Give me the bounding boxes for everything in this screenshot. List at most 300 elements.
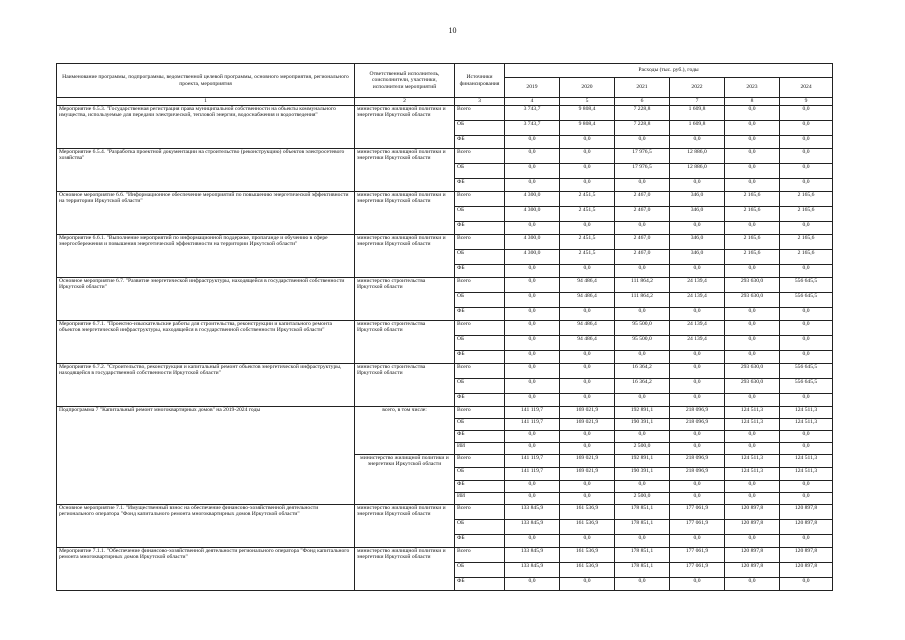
expense-value: 3 743,7	[505, 106, 560, 121]
expense-value: 0,0	[505, 164, 560, 179]
funding-source: ФБ	[455, 136, 505, 149]
column-number: 4	[505, 98, 560, 106]
expense-value: 0,0	[670, 222, 725, 235]
funding-source: ИИ	[455, 493, 505, 505]
funding-source: Всего	[455, 278, 505, 293]
expense-value: 120 897,8	[780, 520, 833, 535]
expense-value: 293 630,0	[725, 278, 780, 293]
expense-value: 16 364,2	[615, 364, 670, 379]
expense-value: 0,0	[725, 136, 780, 149]
column-number: 7	[670, 98, 725, 106]
expense-value: 124 511,3	[725, 419, 780, 431]
measure-name: Основное мероприятие 7.1. "Имущественный взнос на обеспечение финансово-хозяйственной деятельности регионального оператора "Фонд капитального ремонта многоквартирных домов Иркутской области"	[57, 505, 355, 548]
expense-value: 0,0	[505, 351, 560, 364]
table-header	[57, 64, 833, 106]
funding-source: ФБ	[455, 222, 505, 235]
expense-value: 218 096,9	[670, 419, 725, 431]
expense-value: 120 897,8	[725, 520, 780, 535]
expense-value: 2 500,0	[615, 493, 670, 505]
executor: министерство жилищной политики и энергетики Иркутской области	[355, 192, 455, 235]
expense-value: 161 536,9	[560, 563, 615, 578]
expense-value: 141 119,7	[505, 468, 560, 481]
expense-value: 120 897,8	[780, 563, 833, 578]
expense-value: 9 808,4	[560, 106, 615, 121]
subprogram-total-label: всего, в том числе:	[355, 407, 455, 455]
expense-value: 346,0	[670, 235, 725, 250]
expense-value: 120 897,8	[725, 563, 780, 578]
expense-value: 94 486,4	[560, 336, 615, 351]
expense-value: 124 511,3	[725, 468, 780, 481]
expense-value: 346,0	[670, 250, 725, 265]
expense-value: 178 851,1	[615, 520, 670, 535]
expense-value: 0,0	[505, 149, 560, 164]
expense-value: 94 486,4	[560, 321, 615, 336]
funding-source: Всего	[455, 364, 505, 379]
expense-value: 177 061,9	[670, 548, 725, 563]
expense-value: 124 511,3	[725, 407, 780, 419]
expense-value: 141 119,7	[505, 419, 560, 431]
funding-source: Всего	[455, 235, 505, 250]
expense-value: 218 096,9	[670, 407, 725, 419]
expense-value: 0,0	[725, 222, 780, 235]
expense-value: 192 891,1	[615, 455, 670, 468]
expense-value: 0,0	[670, 535, 725, 548]
column-number: 2	[355, 98, 455, 106]
expense-value: 12 886,0	[670, 149, 725, 164]
column-number: 3	[455, 98, 505, 106]
expense-value: 0,0	[780, 443, 833, 455]
expense-value: 0,0	[725, 308, 780, 321]
expense-value: 0,0	[725, 179, 780, 192]
expense-value: 0,0	[725, 431, 780, 443]
expense-value: 111 864,2	[615, 278, 670, 293]
expense-value: 95 500,0	[615, 336, 670, 351]
expense-value: 556 645,5	[780, 379, 833, 394]
expense-value: 0,0	[560, 535, 615, 548]
expense-value: 124 511,3	[725, 455, 780, 468]
expense-value: 9 808,4	[560, 121, 615, 136]
expense-value: 0,0	[560, 578, 615, 591]
expense-value: 0,0	[560, 493, 615, 505]
expense-value: 0,0	[560, 394, 615, 407]
header-year: 2021	[615, 78, 670, 98]
expense-value: 0,0	[615, 308, 670, 321]
funding-source: ОБ	[455, 336, 505, 351]
expense-value: 0,0	[780, 149, 833, 164]
expense-value: 4 300,0	[505, 207, 560, 222]
header-name-column: Наименование программы, подпрограммы, ведомственной целевой программы, основного мероприятия, регионального проекта, мероприятия	[57, 64, 355, 98]
expense-value: 0,0	[780, 394, 833, 407]
expense-value: 0,0	[615, 578, 670, 591]
table-row	[57, 364, 833, 379]
expense-value: 218 096,9	[670, 468, 725, 481]
measure-name: Основное мероприятие 6.7. "Развитие энергетической инфраструктуры, находящейся в государственной собственности Иркутской области"	[57, 278, 355, 321]
expense-value: 0,0	[505, 394, 560, 407]
column-number: 9	[780, 98, 833, 106]
expense-value: 17 976,5	[615, 164, 670, 179]
expense-value: 0,0	[780, 578, 833, 591]
expense-value: 0,0	[615, 351, 670, 364]
table-row	[57, 192, 833, 207]
funding-source: ОБ	[455, 207, 505, 222]
expense-value: 178 851,1	[615, 505, 670, 520]
header-year: 2024	[780, 78, 833, 98]
funding-source: Всего	[455, 455, 505, 468]
funding-source: ОБ	[455, 121, 505, 136]
header-year: 2022	[670, 78, 725, 98]
expense-value: 293 630,0	[725, 379, 780, 394]
expense-value: 120 897,8	[725, 548, 780, 563]
expense-value: 218 096,9	[670, 455, 725, 468]
table-row	[57, 149, 833, 164]
budget-table	[56, 63, 833, 591]
expense-value: 0,0	[505, 136, 560, 149]
expense-value: 0,0	[780, 164, 833, 179]
column-number: 1	[57, 98, 355, 106]
expense-value: 0,0	[615, 136, 670, 149]
funding-source: Всего	[455, 192, 505, 207]
expense-value: 0,0	[505, 443, 560, 455]
expense-value: 556 645,5	[780, 278, 833, 293]
expense-value: 0,0	[505, 578, 560, 591]
funding-source: Всего	[455, 106, 505, 121]
expense-value: 0,0	[780, 136, 833, 149]
expense-value: 2 500,0	[615, 443, 670, 455]
expense-value: 169 021,9	[560, 407, 615, 419]
expense-value: 1 609,8	[670, 106, 725, 121]
funding-source: ФБ	[455, 308, 505, 321]
expense-value: 124 511,3	[780, 468, 833, 481]
expense-value: 2 467,0	[615, 207, 670, 222]
expense-value: 0,0	[670, 578, 725, 591]
header-expenses: Расходы (тыс. руб.), годы	[505, 64, 833, 78]
funding-source: ОБ	[455, 563, 505, 578]
expense-value: 293 630,0	[725, 364, 780, 379]
funding-source: ФБ	[455, 431, 505, 443]
expense-value: 0,0	[780, 222, 833, 235]
expense-value: 0,0	[780, 106, 833, 121]
table-row	[57, 505, 833, 520]
table-body-measures-2	[57, 505, 833, 591]
table-row	[57, 235, 833, 250]
expense-value: 2 165,6	[725, 192, 780, 207]
expense-value: 0,0	[560, 431, 615, 443]
expense-value: 0,0	[670, 136, 725, 149]
measure-name: Мероприятие 6.5.4. "Разработка проектной документации на строительство (реконструкцию) объектов электросетевого хозяйства"	[57, 149, 355, 192]
expense-value: 0,0	[505, 336, 560, 351]
expense-value: 0,0	[505, 481, 560, 493]
funding-source: ФБ	[455, 179, 505, 192]
funding-source: ФБ	[455, 578, 505, 591]
funding-source: Всего	[455, 548, 505, 563]
table-row	[57, 106, 833, 121]
expense-value: 0,0	[560, 179, 615, 192]
funding-source: ФБ	[455, 265, 505, 278]
expense-value: 16 364,2	[615, 379, 670, 394]
expense-value: 0,0	[560, 364, 615, 379]
measure-name: Мероприятие 6.7.2. "Строительство, реконструкция и капитальный ремонт объектов энергетической инфраструктуры, находящейся в государственной собственности Иркутской области"	[57, 364, 355, 407]
funding-source: ФБ	[455, 351, 505, 364]
expense-value: 111 864,2	[615, 293, 670, 308]
executor: министерство жилищной политики и энергетики Иркутской области	[355, 106, 455, 149]
expense-value: 2 467,0	[615, 250, 670, 265]
expense-value: 2 165,6	[725, 207, 780, 222]
subprogram-name: Подпрограмма 7 "Капитальный ремонт многоквартирных домов" на 2019-2024 годы	[57, 407, 355, 505]
expense-value: 124 511,3	[780, 455, 833, 468]
expense-value: 161 536,9	[560, 548, 615, 563]
expense-value: 124 511,3	[780, 407, 833, 419]
measure-name: Мероприятие 6.6.1. "Выполнение мероприятий по информационной поддержке, пропаганде и обучению в сфере энергосбережения и повышения энергетической эффективности на территории Иркутской области"	[57, 235, 355, 278]
measure-name: Мероприятие 7.1.1. "Обеспечение финансово-хозяйственной деятельности регионального оператора "Фонд капитального ремонта многоквартирных домов Иркутской области"	[57, 548, 355, 591]
expense-value: 0,0	[670, 379, 725, 394]
expense-value: 3 743,7	[505, 121, 560, 136]
expense-value: 0,0	[560, 351, 615, 364]
expense-value: 2 165,6	[780, 235, 833, 250]
funding-source: ОБ	[455, 293, 505, 308]
expense-value: 2 165,6	[725, 250, 780, 265]
funding-source: ФБ	[455, 394, 505, 407]
expense-value: 24 139,4	[670, 321, 725, 336]
expense-value: 177 061,9	[670, 563, 725, 578]
expense-value: 0,0	[505, 493, 560, 505]
expense-value: 2 165,6	[780, 207, 833, 222]
expense-value: 120 897,8	[780, 548, 833, 563]
header-executor-column: Ответственный исполнитель, соисполнители, участники, исполнители мероприятий	[355, 64, 455, 98]
expense-value: 17 976,5	[615, 149, 670, 164]
expense-value: 120 897,8	[725, 505, 780, 520]
expense-value: 2 451,5	[560, 250, 615, 265]
expense-value: 0,0	[725, 493, 780, 505]
expense-value: 556 645,5	[780, 364, 833, 379]
measure-name: Основное мероприятие 6.6. "Информационное обеспечение мероприятий по повышению энергетической эффективности на территории Иркутской области"	[57, 192, 355, 235]
expense-value: 133 845,9	[505, 548, 560, 563]
expense-value: 0,0	[725, 535, 780, 548]
funding-source: ФБ	[455, 481, 505, 493]
expense-value: 177 061,9	[670, 505, 725, 520]
expense-value: 169 021,9	[560, 455, 615, 468]
expense-value: 12 886,0	[670, 164, 725, 179]
expense-value: 346,0	[670, 207, 725, 222]
expense-value: 0,0	[560, 443, 615, 455]
expense-value: 0,0	[670, 265, 725, 278]
expense-value: 0,0	[560, 149, 615, 164]
table-row	[57, 321, 833, 336]
expense-value: 0,0	[780, 321, 833, 336]
expense-value: 169 021,9	[560, 419, 615, 431]
expense-value: 0,0	[615, 431, 670, 443]
expense-value: 2 467,0	[615, 235, 670, 250]
expense-value: 161 536,9	[560, 520, 615, 535]
subprogram-ministry-label: министерство жилищной политики и энергетики Иркутской области	[355, 455, 455, 505]
expense-value: 0,0	[560, 379, 615, 394]
header-source-column: Источники финансирования	[455, 64, 505, 98]
column-number: 6	[615, 98, 670, 106]
expense-value: 2 165,6	[780, 192, 833, 207]
expense-value: 0,0	[560, 164, 615, 179]
expense-value: 0,0	[780, 351, 833, 364]
expense-value: 0,0	[670, 394, 725, 407]
funding-source: Всего	[455, 321, 505, 336]
funding-source: ИИ	[455, 443, 505, 455]
expense-value: 2 451,5	[560, 192, 615, 207]
executor: министерство строительства Иркутской области	[355, 364, 455, 407]
expense-value: 0,0	[780, 308, 833, 321]
expense-value: 161 536,9	[560, 505, 615, 520]
expense-value: 0,0	[615, 394, 670, 407]
expense-value: 0,0	[670, 443, 725, 455]
funding-source: ОБ	[455, 419, 505, 431]
funding-source: Всего	[455, 505, 505, 520]
expense-value: 141 119,7	[505, 455, 560, 468]
expense-value: 0,0	[725, 351, 780, 364]
expense-value: 7 228,8	[615, 106, 670, 121]
expense-value: 0,0	[560, 481, 615, 493]
expense-value: 0,0	[780, 431, 833, 443]
expense-value: 0,0	[780, 179, 833, 192]
expense-value: 133 845,9	[505, 505, 560, 520]
table-body-subprogram	[57, 407, 833, 505]
expense-value: 0,0	[505, 379, 560, 394]
header-year: 2019	[505, 78, 560, 98]
expense-value: 0,0	[725, 394, 780, 407]
expense-value: 346,0	[670, 192, 725, 207]
expense-value: 0,0	[505, 222, 560, 235]
measure-name: Мероприятие 6.7.1. "Проектно-изыскательские работы для строительства, реконструкции и капитального ремонта объектов энергетической инфраструктуры, находящейся в государственной собственности Иркутской области"	[57, 321, 355, 364]
expense-value: 0,0	[615, 535, 670, 548]
expense-value: 0,0	[505, 179, 560, 192]
expense-value: 0,0	[780, 265, 833, 278]
expense-value: 0,0	[725, 336, 780, 351]
page-number: 10	[448, 26, 457, 35]
expense-value: 0,0	[615, 222, 670, 235]
expense-value: 0,0	[505, 265, 560, 278]
expense-value: 0,0	[505, 308, 560, 321]
expense-value: 0,0	[670, 179, 725, 192]
executor: министерство строительства Иркутской области	[355, 321, 455, 364]
funding-source: ОБ	[455, 379, 505, 394]
expense-value: 0,0	[560, 222, 615, 235]
header-year: 2020	[560, 78, 615, 98]
expense-value: 0,0	[505, 535, 560, 548]
expense-value: 190 391,1	[615, 468, 670, 481]
column-number: 5	[560, 98, 615, 106]
header-year: 2023	[725, 78, 780, 98]
expense-value: 94 486,4	[560, 278, 615, 293]
expense-value: 0,0	[505, 364, 560, 379]
measure-name: Мероприятие 6.5.3. "Государственная регистрация права муниципальной собственности на объекты коммунального имущества, используемые для передачи электрической, тепловой энергии, водоснабжения и водоотведения"	[57, 106, 355, 149]
expense-value: 0,0	[725, 578, 780, 591]
funding-source: ОБ	[455, 520, 505, 535]
column-number: 8	[725, 98, 780, 106]
expense-value: 178 851,1	[615, 563, 670, 578]
expense-value: 133 845,9	[505, 563, 560, 578]
expense-value: 0,0	[780, 535, 833, 548]
expense-value: 141 119,7	[505, 407, 560, 419]
funding-source: ОБ	[455, 164, 505, 179]
expense-value: 0,0	[725, 164, 780, 179]
expense-value: 1 609,8	[670, 121, 725, 136]
expense-value: 0,0	[560, 136, 615, 149]
funding-source: Всего	[455, 407, 505, 419]
executor: министерство строительства Иркутской области	[355, 278, 455, 321]
expense-value: 95 500,0	[615, 321, 670, 336]
expense-value: 0,0	[560, 308, 615, 321]
expense-value: 0,0	[780, 121, 833, 136]
expense-value: 0,0	[780, 481, 833, 493]
expense-value: 4 300,0	[505, 235, 560, 250]
expense-value: 2 451,5	[560, 207, 615, 222]
expense-value: 0,0	[725, 265, 780, 278]
expense-value: 293 630,0	[725, 293, 780, 308]
expense-value: 0,0	[725, 149, 780, 164]
expense-value: 2 451,5	[560, 235, 615, 250]
expense-value: 24 139,4	[670, 336, 725, 351]
expense-value: 0,0	[670, 481, 725, 493]
table-body-measures	[57, 106, 833, 407]
funding-source: ФБ	[455, 535, 505, 548]
funding-source: ОБ	[455, 250, 505, 265]
expense-value: 124 511,3	[780, 419, 833, 431]
expense-value: 0,0	[780, 493, 833, 505]
executor: министерство жилищной политики и энергетики Иркутской области	[355, 235, 455, 278]
expense-value: 94 486,4	[560, 293, 615, 308]
expense-value: 190 391,1	[615, 419, 670, 431]
expense-value: 178 851,1	[615, 548, 670, 563]
expense-value: 0,0	[615, 265, 670, 278]
executor: министерство жилищной политики и энергетики Иркутской области	[355, 505, 455, 548]
expense-value: 192 891,1	[615, 407, 670, 419]
table-row	[57, 278, 833, 293]
table-row	[57, 407, 833, 419]
expense-value: 0,0	[670, 308, 725, 321]
expense-value: 4 300,0	[505, 192, 560, 207]
expense-value: 0,0	[725, 443, 780, 455]
expense-value: 2 467,0	[615, 192, 670, 207]
expense-value: 169 021,9	[560, 468, 615, 481]
expense-value: 0,0	[725, 321, 780, 336]
executor: министерство жилищной политики и энергетики Иркутской области	[355, 548, 455, 591]
expense-value: 0,0	[780, 336, 833, 351]
table-row	[57, 548, 833, 563]
expense-value: 0,0	[560, 265, 615, 278]
expense-value: 0,0	[505, 431, 560, 443]
expense-value: 0,0	[670, 431, 725, 443]
executor: министерство жилищной политики и энергетики Иркутской области	[355, 149, 455, 192]
expense-value: 0,0	[505, 293, 560, 308]
expense-value: 0,0	[670, 493, 725, 505]
expense-value: 24 139,4	[670, 278, 725, 293]
expense-value: 0,0	[615, 179, 670, 192]
expense-value: 0,0	[615, 481, 670, 493]
expense-value: 0,0	[670, 351, 725, 364]
expense-value: 120 897,8	[780, 505, 833, 520]
expense-value: 133 845,9	[505, 520, 560, 535]
funding-source: ОБ	[455, 468, 505, 481]
column-number-row	[57, 98, 833, 106]
expense-value: 0,0	[505, 321, 560, 336]
expense-value: 177 061,9	[670, 520, 725, 535]
expense-value: 0,0	[670, 364, 725, 379]
expense-value: 0,0	[505, 278, 560, 293]
expense-value: 2 165,6	[725, 235, 780, 250]
expense-value: 0,0	[725, 106, 780, 121]
expense-value: 0,0	[725, 121, 780, 136]
expense-value: 2 165,6	[780, 250, 833, 265]
expense-value: 24 139,4	[670, 293, 725, 308]
expense-value: 556 645,5	[780, 293, 833, 308]
expense-value: 7 228,8	[615, 121, 670, 136]
expense-value: 4 300,0	[505, 250, 560, 265]
